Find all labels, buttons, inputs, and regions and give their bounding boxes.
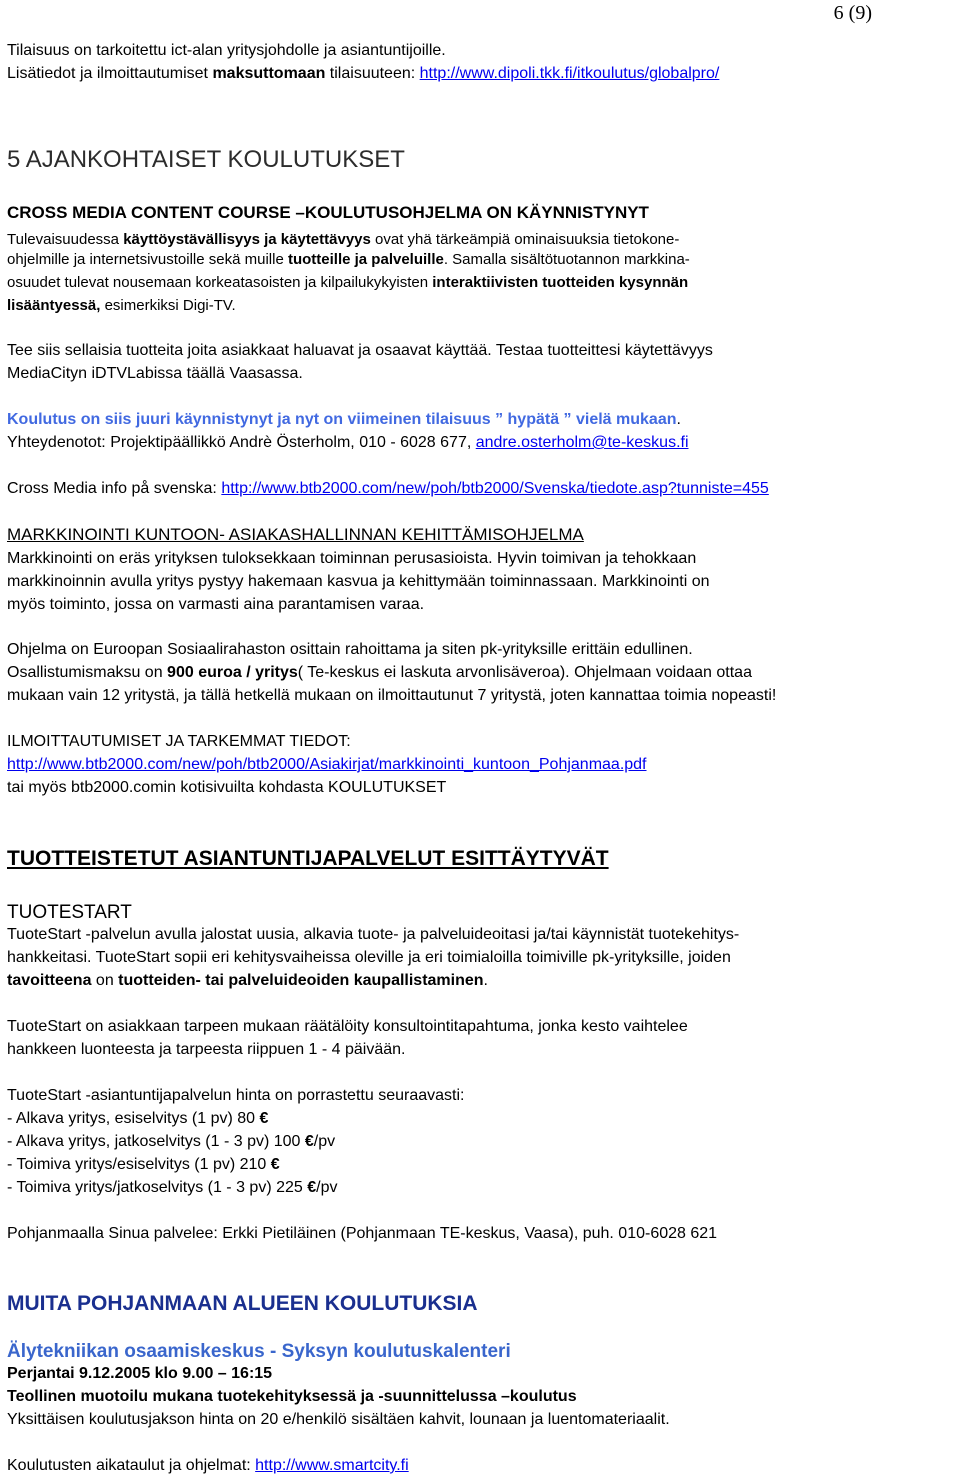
tuotestart-p1-line3: [7, 971, 488, 991]
bold-text: tuotteiden- tai palveluideoiden kaupallistaminen: [118, 972, 484, 989]
smartcity-link[interactable]: http://www.smartcity.fi: [255, 1457, 409, 1474]
tuotteistetut-heading: TUOTTEISTETUT ASIANTUNTIJAPALVELUT ESITTÄYTYVÄT: [7, 847, 609, 870]
text: Cross Media info på svenska:: [7, 480, 222, 497]
bold-text: interaktiivisten tuotteiden kysynnän: [432, 274, 689, 291]
section-heading: 5 AJANKOHTAISET KOULUTUKSET: [7, 146, 405, 173]
email-link[interactable]: andre.osterholm@te-keskus.fi: [475, 434, 689, 451]
event-price: Yksittäisen koulutusjakson hinta on 20 e/henkilö sisältäen kahvit, lounaan ja luentomateriaalit.: [7, 1411, 670, 1428]
text: .: [483, 972, 488, 989]
price-text: 900 euroa / yritys: [167, 664, 298, 681]
text: ovat yhä tärkeämpiä ominaisuuksia tietokone-: [370, 231, 680, 248]
bold-text: lisääntyessä,: [7, 297, 101, 314]
cross-media-p3-line2: [7, 433, 689, 453]
price-suffix: /pv: [313, 1133, 336, 1150]
markkinointi-p3-link-line: [7, 755, 647, 775]
markkinointi-p3-line1: ILMOITTAUTUMISET JA TARKEMMAT TIEDOT:: [7, 733, 351, 750]
schedule-line: [7, 1456, 409, 1476]
tuotestart-price-intro: TuoteStart -asiantuntijapalvelun hinta on porrastettu seuraavasti:: [7, 1087, 465, 1104]
markkinointi-pdf-link[interactable]: http://www.btb2000.com/new/poh/btb2000/Asiakirjat/markkinointi_kuntoon_Pohjanmaa.pdf: [7, 756, 647, 773]
cross-media-title: CROSS MEDIA CONTENT COURSE –KOULUTUSOHJELMA ON KÄYNNISTYNYT: [7, 203, 649, 222]
page-number: 6 (9): [833, 2, 872, 24]
price-item: [7, 1109, 268, 1129]
text: Osallistumismaksu on: [7, 664, 168, 681]
euro-icon: €: [307, 1179, 317, 1196]
markkinointi-title: MARKKINOINTI KUNTOON- ASIAKASHALLINNAN KEHITTÄMISOHJELMA: [7, 525, 584, 544]
muita-subheading: Älytekniikan osaamiskeskus - Syksyn koulutuskalenteri: [7, 1341, 511, 1362]
highlight-text: Koulutus on siis juuri käynnistynyt ja nyt on viimeinen tilaisuus ” hypätä ” vielä mukaan: [7, 411, 677, 428]
euro-icon: €: [304, 1133, 314, 1150]
tuotestart-contact: Pohjanmaalla Sinua palvelee: Erkki Pietiläinen (Pohjanmaan TE-keskus, Vaasa), puh. 010-6028 621: [7, 1225, 718, 1242]
intro-line-1: Tilaisuus on tarkoitettu ict-alan yritysjohdolle ja asiantuntijoille.: [7, 42, 446, 59]
text: Koulutusten aikataulut ja ohjelmat:: [7, 1457, 256, 1474]
text: esimerkiksi Digi-TV.: [100, 297, 236, 314]
cross-media-p3-line1: [7, 410, 681, 430]
markkinointi-p1-line3: myös toiminto, jossa on varmasti aina parantamisen varaa.: [7, 596, 425, 613]
bold-text: käyttöystävällisyys ja käytettävyys: [123, 231, 371, 248]
cross-media-p1-line4: [7, 296, 236, 316]
price-text: - Toimiva yritys/jatkoselvitys (1 - 3 pv) 225: [7, 1179, 308, 1196]
text: on: [91, 972, 119, 989]
tuotestart-p2-line2: hankkeen luonteesta ja tarpeesta riippuen 1 - 4 päivään.: [7, 1041, 406, 1058]
cross-media-p2-line1: Tee siis sellaisia tuotteita joita asiakkaat haluavat ja osaavat käyttää. Testaa tuotteittesi käytettävyys: [7, 342, 713, 359]
tuotestart-p1-line2: hankkeitasi. TuoteStart sopii eri kehitysvaiheissa oleville ja eri toimialoilla toimiville pk-yrityksille, joiden: [7, 949, 731, 966]
price-item: [7, 1178, 337, 1198]
text: .: [676, 411, 681, 428]
price-text: - Alkava yritys, esiselvitys (1 pv) 80: [7, 1110, 260, 1127]
price-item: [7, 1132, 335, 1152]
text: osuudet tulevat nousemaan korkeatasoisten ja kilpailukykyisten: [7, 274, 433, 291]
tuotestart-p2-line1: TuoteStart on asiakkaan tarpeen mukaan räätälöity konsultointitapahtuma, jonka kesto vaihtelee: [7, 1018, 688, 1035]
tuotestart-p1-line1: TuoteStart -palvelun avulla jalostat uusia, alkavia tuote- ja palveluideoitasi ja/tai käynnistät tuotekehitys-: [7, 926, 740, 943]
intro-text-mid: tilaisuuteen:: [325, 65, 420, 82]
price-suffix: /pv: [316, 1179, 338, 1196]
cross-media-p4: [7, 479, 769, 499]
cross-media-p1-line1: [7, 230, 679, 250]
cross-media-p1-line2: [7, 250, 690, 270]
bold-text: tavoitteena: [7, 972, 92, 989]
euro-icon: €: [259, 1110, 269, 1127]
text: ( Te-keskus ei laskuta arvonlisäveroa). Ohjelmaan voidaan ottaa: [297, 664, 752, 681]
markkinointi-p1-line2: markkinoinnin avulla yritys pystyy hakemaan kasvua ja kehittymään toiminnassaan. Markkinointi on: [7, 573, 710, 590]
event-date: Perjantai 9.12.2005 klo 9.00 – 16:15: [7, 1365, 273, 1382]
price-text: - Toimiva yritys/esiselvitys (1 pv) 210: [7, 1156, 271, 1173]
event-course: Teollinen muotoilu mukana tuotekehityksessä ja -suunnittelussa –koulutus: [7, 1388, 577, 1405]
cross-media-p2-line2: MediaCityn iDTVLabissa täällä Vaasassa.: [7, 365, 303, 382]
dipoli-link[interactable]: http://www.dipoli.tkk.fi/itkoulutus/globalpro/: [419, 65, 720, 82]
markkinointi-p2-line2: [7, 663, 752, 683]
intro-bold: maksuttomaan: [212, 65, 326, 82]
contact-text: Yhteydenotot: Projektipäällikkö Andrè Österholm, 010 - 6028 677,: [7, 434, 476, 451]
markkinointi-p1-line1: Markkinointi on eräs yrityksen tuloksekkaan toiminnan perusasioista. Hyvin toimivan ja tehokkaan: [7, 550, 697, 567]
text: Tulevaisuudessa: [7, 231, 124, 248]
svenska-link[interactable]: http://www.btb2000.com/new/poh/btb2000/Svenska/tiedote.asp?tunniste=455: [221, 480, 769, 497]
intro-text: Lisätiedot ja ilmoittautumiset: [7, 65, 213, 82]
muita-heading: MUITA POHJANMAAN ALUEEN KOULUTUKSIA: [7, 1292, 478, 1315]
bold-text: tuotteille ja palveluille: [287, 251, 444, 268]
text: . Samalla sisältötuotannon markkina-: [443, 251, 690, 268]
euro-icon: €: [270, 1156, 280, 1173]
markkinointi-p2-line3: mukaan vain 12 yritystä, ja tällä hetkellä mukaan on ilmoittautunut 7 yritystä, joten kannattaa toimia nopeasti!: [7, 687, 777, 704]
intro-line-2: [7, 64, 719, 84]
markkinointi-p2-line1: Ohjelma on Euroopan Sosiaalirahaston osittain rahoittama ja siten pk-yrityksille erittäin edullinen.: [7, 641, 693, 658]
cross-media-p1-line3: [7, 273, 688, 293]
price-item: [7, 1155, 280, 1175]
text: ohjelmille ja internetsivustoille sekä muille: [7, 251, 288, 268]
markkinointi-p3-line3: tai myös btb2000.comin kotisivuilta kohdasta KOULUTUKSET: [7, 779, 447, 796]
price-text: - Alkava yritys, jatkoselvitys (1 - 3 pv) 100: [7, 1133, 305, 1150]
tuotestart-heading: TUOTESTART: [7, 902, 132, 923]
